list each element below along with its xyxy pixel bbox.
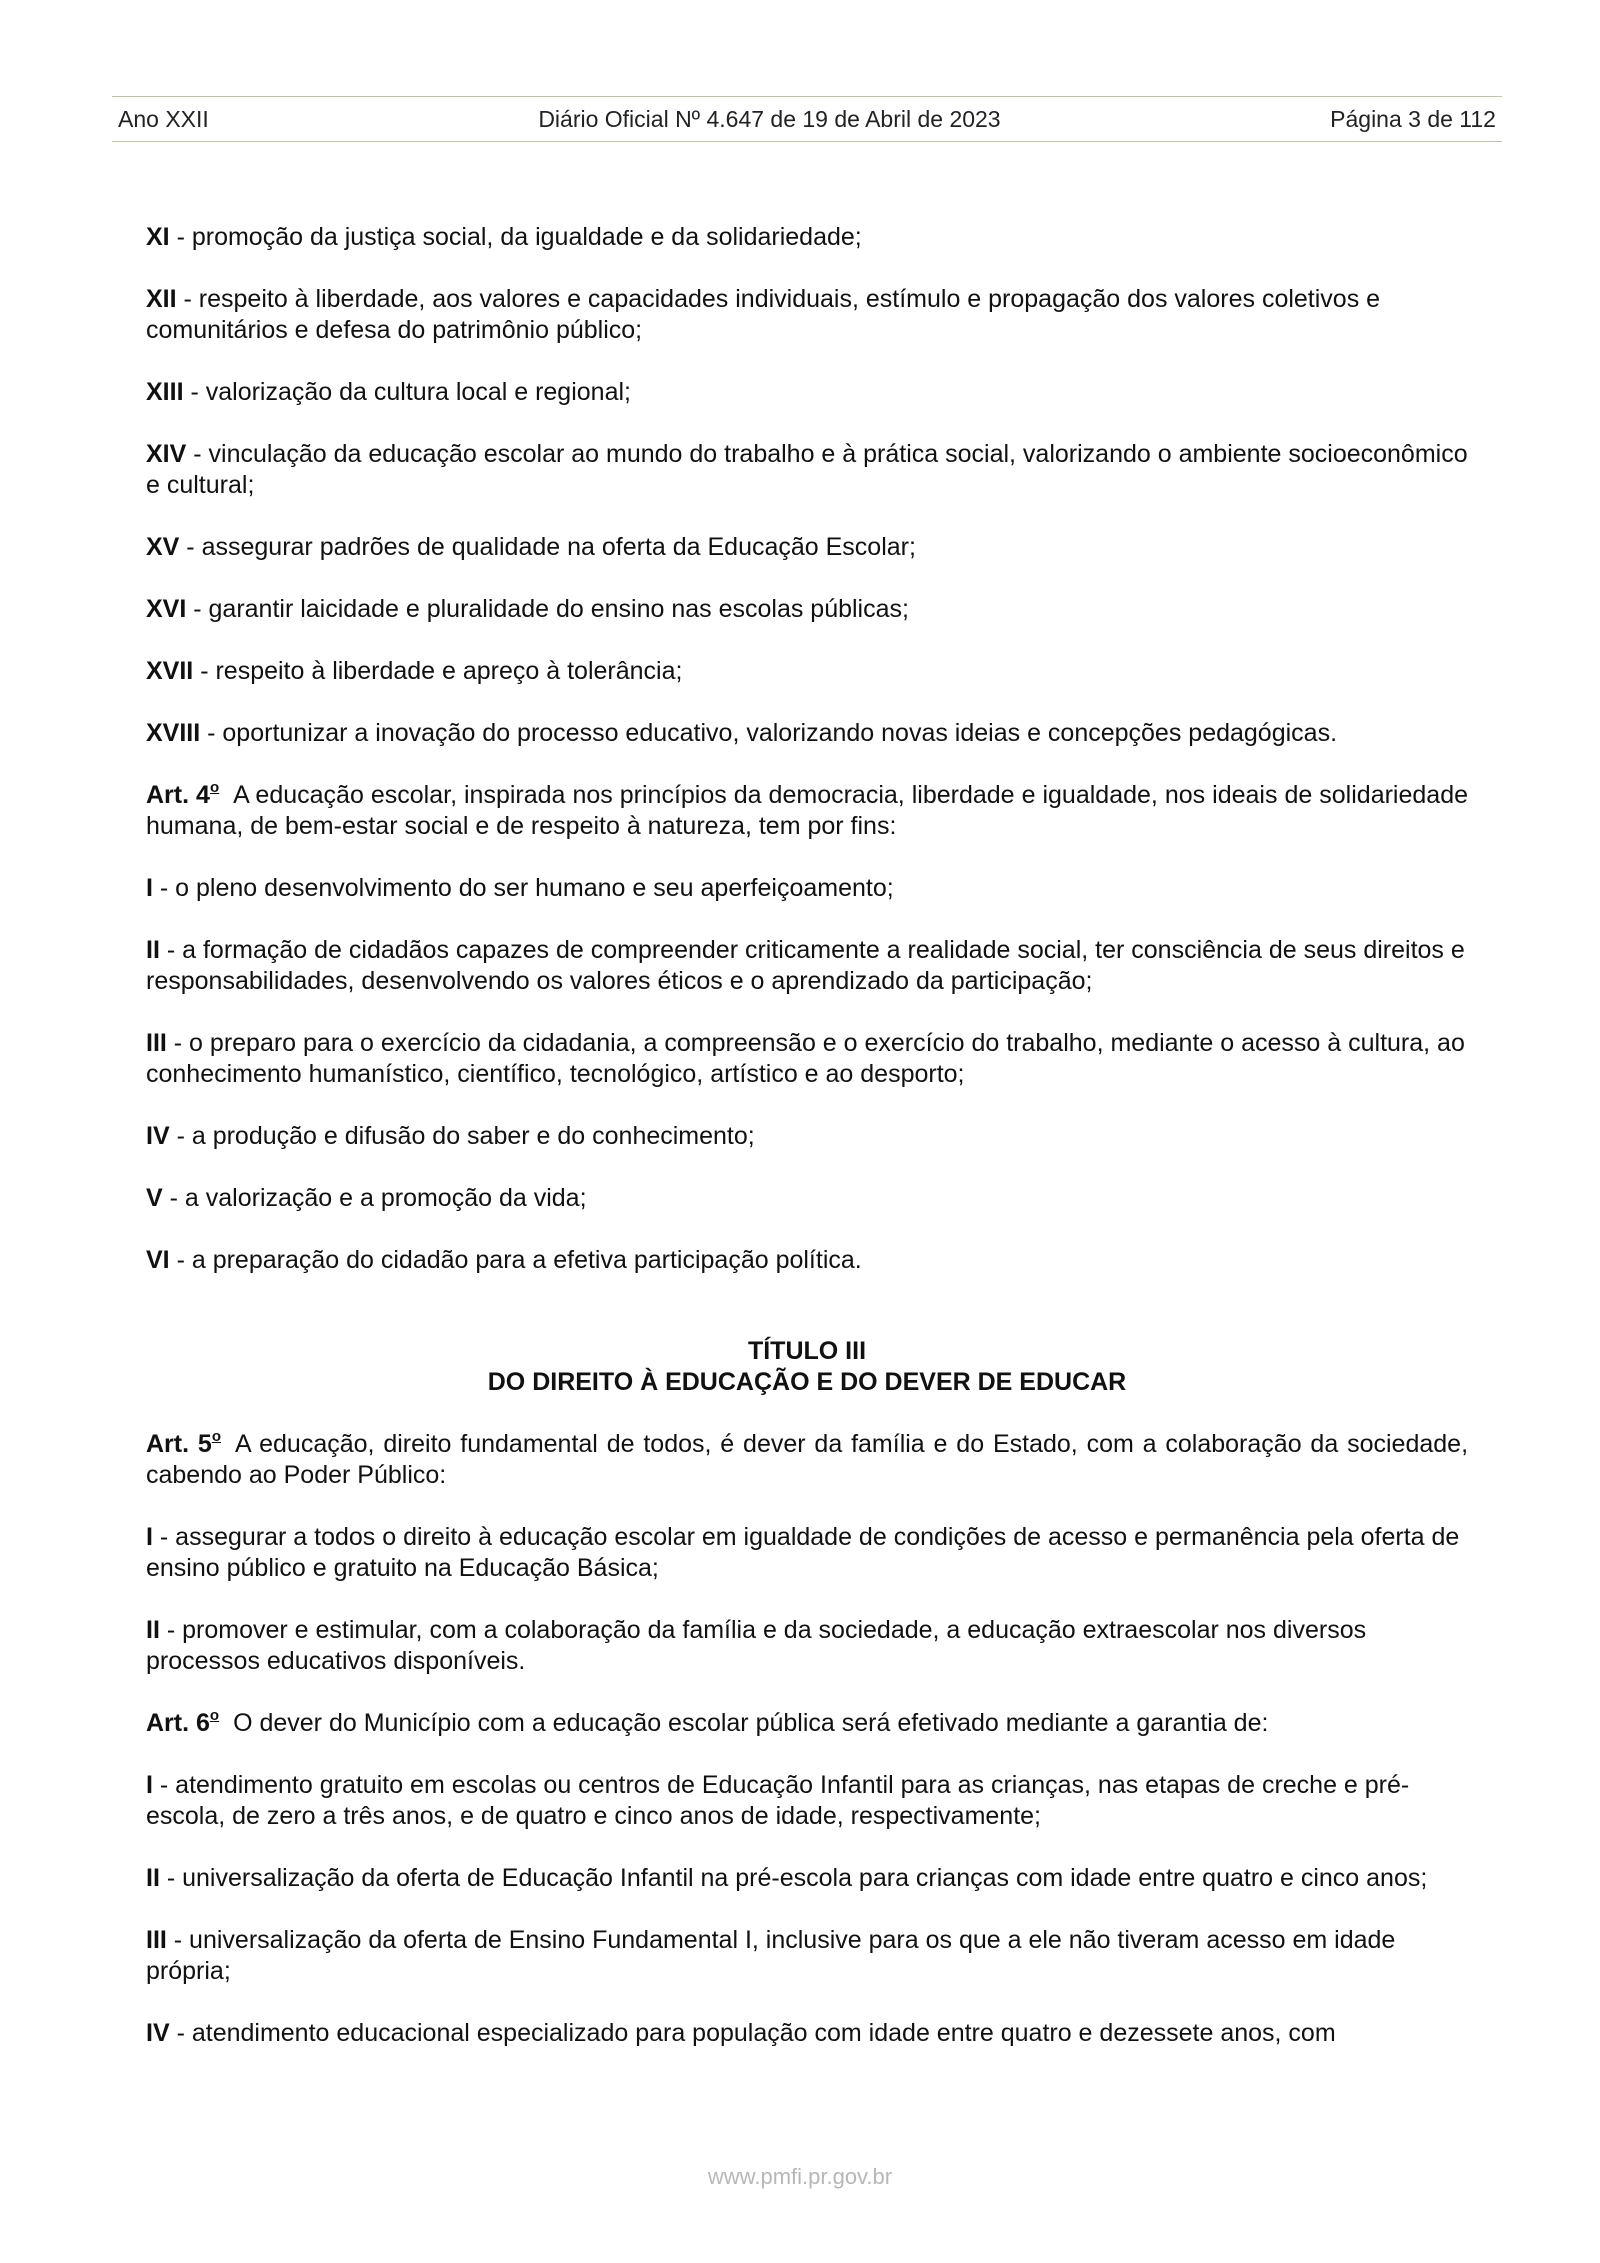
- item-text: - oportunizar a inovação do processo educativo, valorizando novas ideias e concepções pedagógicas.: [200, 719, 1338, 747]
- document-body: [146, 222, 1468, 2080]
- item-label: II: [146, 936, 160, 964]
- article-text: O dever do Município com a educação escolar pública será efetivado mediante a garantia de:: [233, 1709, 1269, 1737]
- item-label: I: [146, 1771, 153, 1799]
- item-text: - promover e estimular, com a colaboração da família e da sociedade, a educação extraescolar nos diversos processos educativos disponíveis.: [146, 1616, 1367, 1675]
- item-text: - a formação de cidadãos capazes de compreender criticamente a realidade social, ter consciência de seus direitos e responsabilidades, desenvolvendo os valores éticos e o aprendizado da participação;: [146, 936, 1465, 995]
- item-label: XI: [146, 223, 170, 251]
- ordinal-indicator: o: [209, 1706, 220, 1724]
- page-header: [112, 96, 1502, 142]
- article-label: Art. 6: [146, 1709, 210, 1737]
- title-number: TÍTULO III: [747, 1337, 867, 1365]
- item-label: V: [146, 1184, 163, 1212]
- item-label: III: [146, 1926, 167, 1954]
- list-item: [146, 594, 1468, 625]
- list-item: [146, 1183, 1468, 1214]
- list-art5-items: [146, 1522, 1468, 1677]
- item-label: XVI: [146, 595, 187, 623]
- item-text: - a preparação do cidadão para a efetiva participação política.: [169, 1246, 862, 1274]
- item-text: - promoção da justiça social, da igualdade e da solidariedade;: [169, 223, 862, 251]
- list-item: [146, 222, 1468, 253]
- item-label: IV: [146, 2019, 170, 2047]
- list-item: [146, 718, 1468, 749]
- article-4: [146, 780, 1468, 842]
- header-page-number: Página 3 de 112: [1330, 105, 1496, 132]
- article-text: A educação escolar, inspirada nos princípios da democracia, liberdade e igualdade, nos ideais de solidariedade humana, de bem-estar social e de respeito à natureza, tem por fins:: [146, 781, 1468, 840]
- item-text: - assegurar padrões de qualidade na oferta da Educação Escolar;: [179, 533, 916, 561]
- article-label: Art. 4: [146, 781, 210, 809]
- item-text: - valorização da cultura local e regional;: [183, 378, 631, 406]
- list-item: [146, 1245, 1468, 1276]
- list-item: [146, 284, 1468, 346]
- ordinal-indicator: o: [211, 1427, 221, 1445]
- list-item: [146, 1028, 1468, 1090]
- item-text: - a valorização e a promoção da vida;: [162, 1184, 587, 1212]
- list-item: [146, 1863, 1468, 1894]
- item-text: - respeito à liberdade e apreço à tolerância;: [193, 657, 683, 685]
- list-item: [146, 656, 1468, 687]
- item-label: XIV: [146, 440, 187, 468]
- list-item: [146, 1121, 1468, 1152]
- header-year: Ano XXII: [118, 105, 209, 132]
- item-text: - vinculação da educação escolar ao mundo do trabalho e à prática social, valorizando o ambiente socioeconômico e cultural;: [146, 440, 1468, 499]
- article-label: Art. 5: [146, 1430, 212, 1458]
- item-label: III: [146, 1029, 167, 1057]
- item-label: XIII: [146, 378, 184, 406]
- item-label: I: [146, 874, 153, 902]
- list-item: [146, 1770, 1468, 1832]
- list-item: [146, 377, 1468, 408]
- list-item: [146, 873, 1468, 904]
- list-item: [146, 532, 1468, 563]
- list-item: [146, 1615, 1468, 1677]
- footer-url: www.pmfi.pr.gov.br: [707, 2164, 893, 2189]
- item-label: XII: [146, 285, 177, 313]
- item-text: - atendimento gratuito em escolas ou centros de Educação Infantil para as crianças, nas etapas de creche e pré-escola, de zero a três anos, e de quatro e cinco anos de idade, respectivamente;: [146, 1771, 1410, 1830]
- list-art4-items: [146, 873, 1468, 1276]
- item-label: XVIII: [146, 719, 201, 747]
- item-label: XV: [146, 533, 180, 561]
- item-text: - assegurar a todos o direito à educação escolar em igualdade de condições de acesso e permanência pela oferta de ensino público e gratuito na Educação Básica;: [146, 1523, 1460, 1582]
- item-text: - a produção e difusão do saber e do conhecimento;: [169, 1122, 755, 1150]
- list-art6-items: [146, 1770, 1468, 2049]
- article-5: [146, 1429, 1468, 1491]
- item-label: II: [146, 1864, 160, 1892]
- list-item: [146, 1925, 1468, 1987]
- title-heading: DO DIREITO À EDUCAÇÃO E DO DEVER DE EDUCAR: [487, 1368, 1127, 1396]
- list-item: [146, 439, 1468, 501]
- item-text: - o pleno desenvolvimento do ser humano e seu aperfeiçoamento;: [152, 874, 894, 902]
- ordinal-indicator: o: [209, 778, 220, 796]
- item-text: - universalização da oferta de Ensino Fundamental I, inclusive para os que a ele não tiveram acesso em idade própria;: [146, 1926, 1396, 1985]
- item-text: - o preparo para o exercício da cidadania, a compreensão e o exercício do trabalho, mediante o acesso à cultura, ao conhecimento humanístico, científico, tecnológico, artístico e ao desporto;: [146, 1029, 1465, 1088]
- item-text: - universalização da oferta de Educação Infantil na pré-escola para crianças com idade entre quatro e cinco anos;: [159, 1864, 1428, 1892]
- item-label: I: [146, 1523, 153, 1551]
- section-title: [146, 1336, 1468, 1398]
- article-text: A educação, direito fundamental de todos, é dever da família e do Estado, com a colaboração da sociedade, cabendo ao Poder Público:: [146, 1430, 1469, 1489]
- item-text: - respeito à liberdade, aos valores e capacidades individuais, estímulo e propagação dos valores coletivos e comunitários e defesa do patrimônio público;: [146, 285, 1381, 344]
- list-art3-items: [146, 222, 1468, 749]
- list-item: [146, 2018, 1468, 2049]
- item-label: IV: [146, 1122, 170, 1150]
- article-6: [146, 1708, 1468, 1739]
- item-text: - garantir laicidade e pluralidade do ensino nas escolas públicas;: [186, 595, 909, 623]
- header-edition: Diário Oficial Nº 4.647 de 19 de Abril de 2023: [538, 105, 1001, 132]
- item-label: XVII: [146, 657, 194, 685]
- item-label: II: [146, 1616, 160, 1644]
- list-item: [146, 935, 1468, 997]
- list-item: [146, 1522, 1468, 1584]
- item-label: VI: [146, 1246, 170, 1274]
- item-text: - atendimento educacional especializado para população com idade entre quatro e dezessete anos, com: [169, 2019, 1336, 2047]
